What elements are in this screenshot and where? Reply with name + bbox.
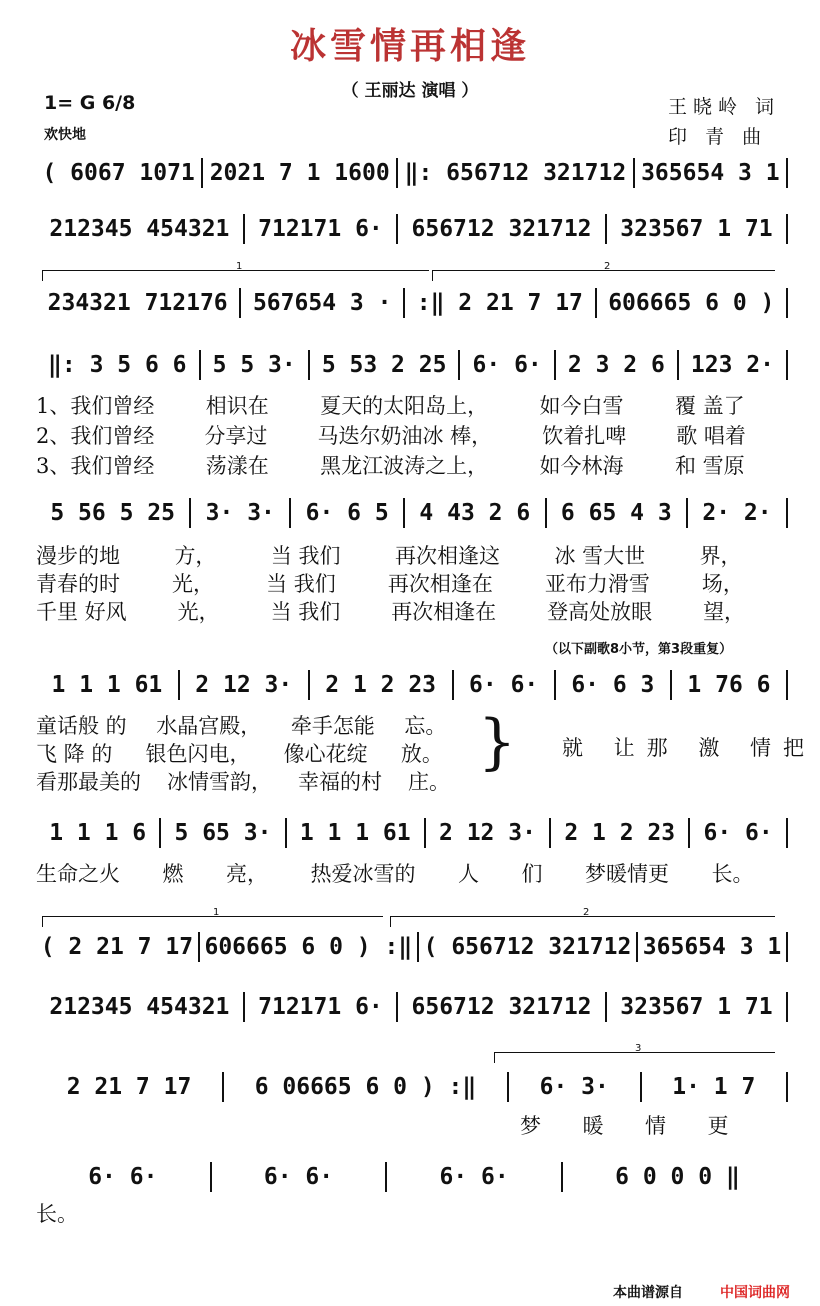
measure: 2 12 3· (439, 820, 536, 846)
measure: 6· 6· (469, 672, 539, 698)
score-row-9 (38, 992, 790, 1022)
measure: 6· 3· (539, 1074, 609, 1100)
chorus-lyric: 就 让那 激 情把 (562, 736, 817, 760)
volta-1: 1 (42, 270, 429, 281)
measure: 3· 3· (205, 500, 275, 526)
measure: 2 3 2 6 (567, 352, 665, 378)
measure: 6 65 4 3 (560, 500, 672, 526)
measure: ( 656712 321712 (423, 934, 632, 960)
measure: 2021 7 1 1600 (209, 160, 390, 186)
lyric-line: 生命之火 燃 亮， 热爱冰雪的 人 们 梦暖情更 长。 (36, 862, 754, 886)
score-row-8 (38, 932, 790, 962)
tempo-marking: 欢快地 (44, 127, 86, 143)
measure: 212345 454321 (49, 994, 230, 1020)
measure: 2 12 3· (195, 672, 293, 698)
measure: 234321 712176 (47, 290, 228, 316)
measure: 6 0 0 0 ‖ (615, 1164, 740, 1190)
measure: ‖: 3 5 6 6 (48, 352, 187, 378)
repeat-note: （以下副歌8小节，第3段重复） (545, 642, 733, 657)
key-signature: 1= G 6/8 (44, 92, 136, 114)
footer-source: 本曲谱源自 (613, 1285, 683, 1301)
score-row-10 (38, 1072, 790, 1102)
measure: ‖: 656712 321712 (404, 160, 627, 186)
footer-site-link[interactable]: 中国词曲网 (720, 1285, 790, 1301)
lyric-line: 3、我们曾经 荡漾在 黑龙江波涛之上， 如今林海 和 雪原 (36, 454, 745, 478)
measure: 5 65 3· (174, 820, 272, 846)
volta-2b: 2 (390, 916, 775, 927)
measure: 212345 454321 (49, 216, 230, 242)
score-row-11 (38, 1162, 790, 1192)
measure: 365654 3 1 (641, 160, 780, 186)
lyric-line: 长。 (36, 1202, 78, 1226)
composer-credit: 印 青 曲 (668, 126, 768, 148)
measure: 5 53 2 25 (321, 352, 447, 378)
measure: :‖ 2 21 7 17 (416, 290, 583, 316)
lyricist-credit: 王晓岭 词 (668, 96, 781, 118)
measure: 1· 1 7 (672, 1074, 756, 1100)
measure: 6· 6 5 (305, 500, 389, 526)
score-row-5 (38, 498, 790, 528)
measure: 2 1 2 23 (325, 672, 437, 698)
measure: 365654 3 1 (642, 934, 782, 960)
measure: 123 2· (690, 352, 774, 378)
score-row-4 (38, 350, 790, 380)
lyric-line: 青春的时 光， 当 我们 再次相逢在 亚布力滑雪 场， (36, 572, 744, 596)
measure: ( 2 21 7 17 (40, 934, 194, 960)
measure: 567654 3 · (252, 290, 392, 316)
measure: ( 6067 1071 (42, 160, 195, 186)
measure: 323567 1 71 (620, 994, 773, 1020)
lyric-line: 看那最美的 冰情雪韵， 幸福的村 庄。 (36, 770, 450, 794)
lyric-line: 漫步的地 方， 当 我们 再次相逢这 冰 雪大世 界， (36, 544, 742, 568)
measure: 2 21 7 17 (66, 1074, 192, 1100)
measure: 606665 6 0 ) (608, 290, 775, 316)
measure: 656712 321712 (411, 216, 592, 242)
score-row-6 (38, 670, 790, 700)
volta-2: 2 (432, 270, 775, 281)
measure: 2· 2· (702, 500, 772, 526)
measure: 6 06665 6 0 ) :‖ (254, 1074, 477, 1100)
measure: 1 1 1 6 (49, 820, 147, 846)
lyric-line: 2、我们曾经 分享过 马迭尔奶油冰 棒， 饮着扎啤 歌 唱着 (36, 424, 746, 448)
measure: 712171 6· (258, 994, 383, 1020)
measure: 1 1 1 61 (51, 672, 163, 698)
measure: 656712 321712 (411, 994, 592, 1020)
measure: 6· 6· (703, 820, 773, 846)
measure: 5 5 3· (212, 352, 296, 378)
measure: 606665 6 0 ) :‖ (204, 934, 413, 960)
lyric-line: 1、我们曾经 相识在 夏天的太阳岛上， 如今白雪 覆 盖了 (36, 394, 745, 418)
score-row-1 (38, 158, 790, 188)
lyric-line: 飞 降 的 银色闪电， 像心花绽 放。 (36, 742, 443, 766)
measure: 323567 1 71 (620, 216, 773, 242)
measure: 1 76 6 (687, 672, 771, 698)
score-row-7 (38, 818, 790, 848)
lyric-line: 千里 好风 光， 当 我们 再次相逢在 登高处放眼 望， (36, 600, 746, 624)
measure: 712171 6· (258, 216, 383, 242)
measure: 1 1 1 61 (299, 820, 411, 846)
measure: 6· 6· (439, 1164, 509, 1190)
lyric-line: 童话般 的 水晶宫殿， 牵手怎能 忘。 (36, 714, 447, 738)
brace: } (478, 707, 517, 777)
measure: 5 56 5 25 (50, 500, 175, 526)
measure: 6· 6· (472, 352, 542, 378)
singer-credit: （ 王丽达 演唱 ） (341, 81, 479, 101)
volta-1b: 1 (42, 916, 383, 927)
volta-3: 3 (494, 1052, 775, 1063)
measure: 6· 6 3 (571, 672, 655, 698)
score-row-2 (38, 214, 790, 244)
measure: 2 1 2 23 (564, 820, 676, 846)
lyric-line: 梦 暖 情 更 (520, 1114, 729, 1138)
measure: 4 43 2 6 (419, 500, 531, 526)
measure: 6· 6· (263, 1164, 334, 1190)
score-row-3 (38, 288, 790, 318)
song-title: 冰雪情再相逢 (289, 26, 530, 67)
measure: 6· 6· (88, 1164, 158, 1190)
